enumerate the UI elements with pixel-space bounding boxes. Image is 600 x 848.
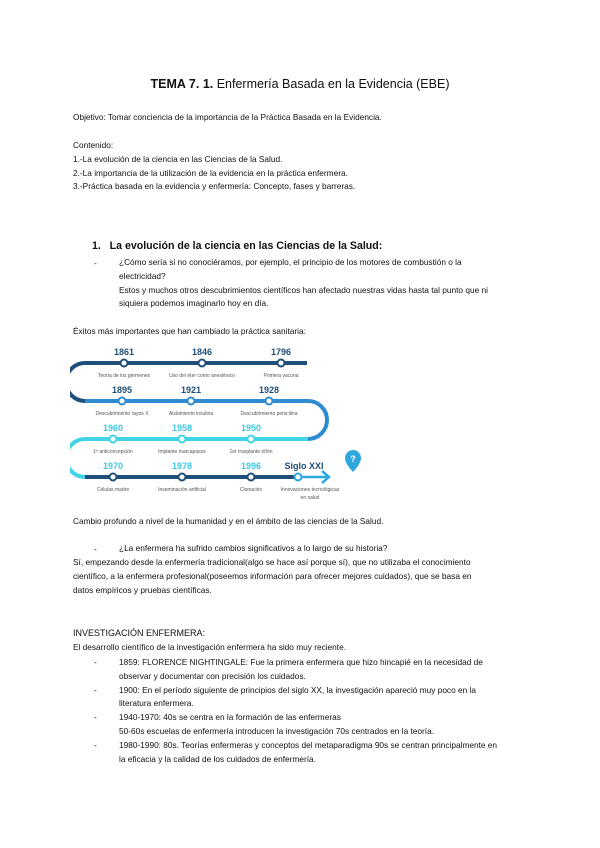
list-item: observar y documentar con precisión los cuidados. [119, 670, 306, 681]
timeline-year: 1970 [102, 461, 124, 471]
timeline-row2-line [85, 401, 327, 439]
timeline-year: 1921 [180, 385, 202, 395]
timeline-row3-line [70, 439, 308, 477]
title-text: Enfermería Basada en la Evidencia (EBE) [213, 77, 450, 91]
timeline-row1-line [70, 363, 307, 401]
contenido-label: Contenido: [73, 140, 114, 150]
timeline-label: Implante marcapasos [158, 449, 206, 455]
svg-text:?: ? [350, 454, 356, 464]
bullet: - [94, 739, 97, 750]
timeline-dot [188, 398, 195, 405]
bullet: - [94, 684, 97, 695]
question: ¿La enfermera ha sufrido cambios significativos a lo largo de su historia? [119, 543, 388, 553]
list-item: 50-60s escuelas de enfermería introducen la investigación 70s centrados en la teoría. [119, 725, 435, 736]
timeline-dot [248, 436, 255, 443]
location-pin-icon [345, 450, 361, 472]
cambio-text: Cambio profundo a nivel de la humanidad y en el ámbito de las ciencias de la Salud. [73, 516, 384, 526]
timeline-label: Innovaciones tecnológicas [280, 487, 340, 493]
investigacion-intro: El desarrollo científico de la investigación enfermera ha sido muy reciente. [73, 642, 347, 652]
timeline-dot [278, 360, 285, 367]
page-title [0, 77, 600, 91]
list-item: 1940-1970: 40s se centra en la formación de las enfermeras [119, 712, 341, 723]
timeline-dot [110, 474, 117, 481]
timeline-label: 1er trasplante riñón [229, 449, 273, 455]
investigacion-list [94, 656, 497, 766]
timeline-year: 1846 [191, 347, 213, 357]
list-item: 1900: En el período siguiente de principios del siglo XX, la investigación apareció muy poco en la [119, 684, 476, 695]
timeline-label: en salud [300, 495, 320, 501]
timeline-year: 1978 [171, 461, 193, 471]
exitos-label: Éxitos más importantes que han cambiado la práctica sanitaria: [73, 326, 306, 336]
timeline-dot [110, 436, 117, 443]
timeline-year: Siglo XXI [284, 461, 324, 471]
bullet: - [94, 544, 97, 554]
paragraph: Estos y muchos otros descubrimientos científicos han afectado nuestras vidas hasta tal punto que ni [119, 284, 488, 295]
timeline-label: Inseminación artificial [158, 487, 206, 493]
timeline-image [70, 338, 370, 513]
timeline-label: Clonación [239, 487, 263, 493]
timeline-year: 1861 [113, 347, 135, 357]
timeline-year: 1950 [240, 423, 262, 433]
timeline-dot [248, 474, 255, 481]
timeline-year: 1796 [270, 347, 292, 357]
paragraph-line: científico, a la enfermera profesional(poseemos información para ofrecer mejores cuidados), que se basa en [73, 570, 472, 581]
bullet: - [94, 657, 97, 667]
list-item: la eficacia y la calidad de los cuidados de enfermería. [119, 753, 316, 764]
timeline-label: Uso del éter como anestésico [169, 373, 235, 379]
timeline-dot [121, 360, 128, 367]
timeline-year: 1960 [102, 423, 124, 433]
objetivo: Objetivo: Tomar conciencia de la importancia de la Práctica Basada en la Evidencia. [73, 112, 382, 122]
timeline-year: 1928 [258, 385, 280, 395]
contenido-item: 2.-La importancia de la utilización de la evidencia en la práctica enfermera. [73, 167, 348, 178]
section1-text [119, 256, 488, 311]
bullet: - [94, 258, 97, 268]
paragraph-line: datos empíricos y pruebas científicas. [73, 584, 212, 595]
bullet: - [94, 712, 97, 723]
timeline-year: 1996 [240, 461, 262, 471]
timeline-dot [119, 398, 126, 405]
contenido [73, 139, 355, 194]
timeline-label: Células madre [96, 487, 130, 493]
section-heading: 1. La evolución de la ciencia en las Ciencias de la Salud: [92, 240, 383, 252]
investigacion-heading: INVESTIGACIÓN ENFERMERA: [73, 628, 206, 638]
timeline-label: Descubrimiento penicilina [240, 411, 298, 417]
paragraph-line: Sí, empezando desde la enfermería tradicional(algo se hace así porque sí), que no utilizaba el conocimiento [73, 557, 471, 567]
question: ¿Cómo sería si no conociéramos, por ejemplo, el principio de los motores de combustión o la [119, 257, 462, 267]
list-item: 1859: FLORENCE NIGHTINGALE: Fue la primera enfermera que hizo hincapié en la necesidad de [119, 657, 483, 667]
timeline-label: Teoría de los gérmenes [97, 373, 151, 379]
timeline-dot [266, 398, 273, 405]
timeline-year: 1895 [111, 385, 133, 395]
timeline-dot [179, 436, 186, 443]
contenido-item: 3.-Práctica basada en la evidencia y enfermería: Concepto, fases y barreras. [73, 181, 356, 192]
timeline-label: Descubrimiento rayos X [95, 411, 149, 417]
paragraph: siquiera podemos imaginarlo hoy en día. [119, 298, 269, 309]
question: electricidad? [119, 270, 166, 281]
list-item: 1980-1990: 80s. Teorías enfermeras y conceptos del metaparadigma 90s se centran principalmente en [119, 739, 498, 750]
timeline-label: Aislamiento insulina [168, 411, 214, 417]
timeline-year: 1958 [171, 423, 193, 433]
timeline-dot [295, 474, 302, 481]
timeline-dot [199, 360, 206, 367]
timeline-label: 1ª anticoncepción [93, 449, 133, 455]
paragraph-2 [73, 556, 471, 597]
timeline-dot [179, 474, 186, 481]
timeline-label: Primera vacuna [263, 373, 299, 379]
title-number: TEMA 7. 1. [150, 77, 214, 91]
contenido-item: 1.-La evolución de la ciencia en las Ciencias de la Salud. [73, 153, 283, 164]
list-item: literatura enfermera. [119, 698, 194, 709]
